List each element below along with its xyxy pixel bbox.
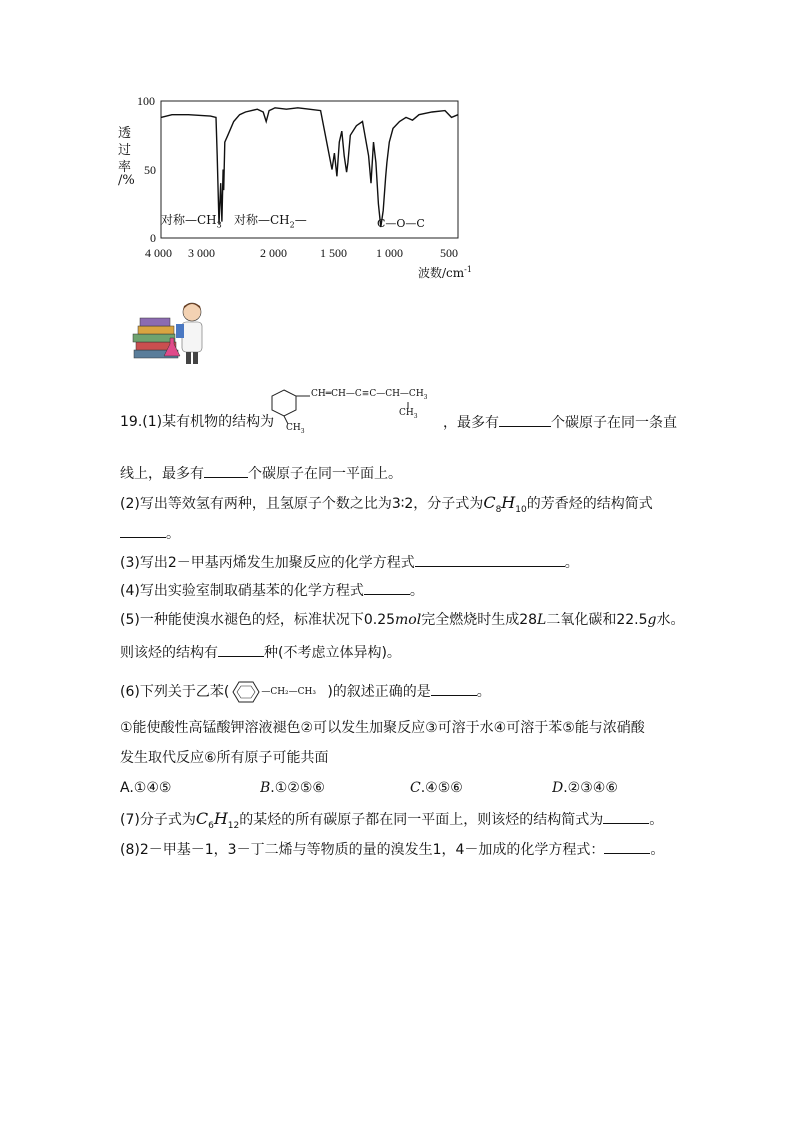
q19-p5-text-a: 一种能使溴水褪色的烃，标准状况下0.25: [139, 612, 396, 628]
q19-struct-main: [311, 389, 428, 401]
q19-p2-formula-c-sub: 8: [495, 504, 502, 515]
q19-p6-structure: [229, 682, 327, 702]
q19-p5b-tail: 种(不考虑立体异构)。: [264, 645, 401, 661]
q19-p5-L: L: [537, 612, 547, 628]
q19-p7-h: H: [213, 809, 228, 828]
xtick-500: 500: [440, 246, 458, 260]
annotation-sym-ch2: [234, 211, 307, 229]
q19-p2-tail: 的芳香烃的结构简式: [526, 496, 653, 512]
q19-p1b-text: 线上，最多有: [120, 466, 204, 482]
option-b-letter: B: [260, 780, 271, 796]
q19-p7-c-sub: 6: [208, 820, 214, 831]
q19-struct-ring-sub: [286, 423, 305, 435]
q19-p5-text-b: 完全燃烧时生成28: [421, 612, 538, 628]
annotation-sym-ch2-tail: —: [294, 213, 307, 227]
q19-p6-end: 。: [476, 684, 491, 700]
q19-p4-text: 写出实验室制取硝基苯的化学方程式: [139, 583, 364, 599]
q19-struct-branch-text: CH: [399, 408, 414, 418]
q19-p7-h-sub: 12: [227, 820, 240, 831]
q19-part8: [120, 839, 664, 860]
xtick-1000: 1 000: [376, 246, 403, 260]
transmittance-line: [161, 108, 458, 230]
xtick-4000: 4 000: [145, 246, 172, 260]
q19-part5-line2: [120, 642, 401, 663]
q19-part4: [120, 580, 424, 601]
q19-p7-end: 。: [649, 812, 664, 828]
ylabel-char-4: /%: [118, 173, 135, 188]
q19-p7-label: (7): [120, 812, 140, 828]
q19-p8-label: (8): [120, 842, 140, 858]
q19-p1-blank-1[interactable]: [499, 412, 551, 427]
q19-part7: [120, 809, 663, 836]
q19-p5-text-c: 二氧化碳和22.5: [546, 612, 648, 628]
q19-part2-line2: [120, 523, 180, 544]
ylabel-char-3: 率: [118, 160, 132, 175]
q19-p5-g: g: [647, 612, 657, 628]
q19-p6-label: (6): [120, 684, 140, 700]
scientist-illustration: [130, 298, 210, 366]
q19-struct-ring-sub-sub: 3: [300, 427, 305, 435]
q19-p1-after: ，最多有: [443, 415, 499, 431]
option-c-letter: C: [410, 780, 421, 796]
option-d-letter: D: [552, 780, 564, 796]
annotation-coc: C—O—C: [377, 217, 425, 230]
option-b[interactable]: [260, 778, 344, 798]
q19-p3-text: 写出2－甲基丙烯发生加聚反应的化学方程式: [139, 555, 415, 571]
q19-p7-text: 分子式为: [139, 812, 196, 828]
option-c[interactable]: [410, 778, 486, 798]
q19-p6-struct-text: —CH₂—CH₃: [261, 687, 316, 697]
q19-p7-blank[interactable]: [603, 809, 649, 824]
q19-part5: [120, 610, 684, 630]
option-d[interactable]: [552, 778, 638, 798]
q19-p5-blank[interactable]: [218, 642, 264, 657]
ytick-50: 50: [144, 163, 156, 177]
q19-p3-label: (3): [120, 555, 140, 571]
q19-struct-main-text: CH═CH—C≡C—CH—CH: [311, 389, 424, 399]
option-c-text: .④⑤⑥: [420, 780, 463, 796]
xlabel-sup: -1: [464, 265, 472, 274]
q19-p1-label: (1): [142, 414, 163, 430]
annotation-sym-ch3-text: 对称—CH: [161, 213, 217, 227]
q19-p2-formula-h-sub: 10: [515, 504, 527, 515]
q19-number: 19.: [120, 414, 143, 430]
q19-p1-blank-2[interactable]: [204, 463, 248, 478]
q19-p5-text-d: 水。: [656, 612, 685, 628]
option-a[interactable]: A.①④⑤: [120, 780, 172, 796]
q19-p7-c: C: [195, 809, 209, 828]
annotation-sym-ch2-sub: 2: [289, 220, 295, 230]
q19-p7-tail: 的某烃的所有碳原子都在同一平面上，则该烃的结构简式为: [239, 812, 604, 828]
q19-p6-blank[interactable]: [431, 681, 477, 696]
q19-p1-tail: 个碳原子在同一条直: [551, 415, 677, 431]
annotation-sym-ch3-sub: 3: [216, 220, 222, 230]
ytick-100: 100: [137, 94, 155, 108]
q19-p4-end: 。: [409, 583, 424, 599]
q19-p2-blank[interactable]: [120, 523, 166, 538]
xlabel-text: 波数/cm: [418, 266, 465, 280]
xlabel: [418, 264, 472, 281]
ylabel-char-1: 透: [118, 126, 132, 141]
q19-p2-end: 。: [166, 526, 180, 542]
option-d-text: .②③④⑥: [563, 780, 618, 796]
q19-p8-text: 2－甲基－1，3－丁二烯与等物质的量的溴发生1，4－加成的化学方程式：: [139, 842, 605, 858]
q19-part2: [120, 493, 653, 520]
q19-p5b-text: 则该烃的结构有: [120, 645, 218, 661]
q19-p6-text: 下列关于乙苯(: [139, 684, 230, 700]
q19-part1-line1-tail: [443, 412, 677, 433]
q19-p1-text: 某有机物的结构为: [162, 414, 275, 430]
q19-p8-end: 。: [650, 842, 665, 858]
q19-part3: [120, 552, 579, 573]
q19-p6-tail: )的叙述正确的是: [327, 684, 431, 700]
q19-p5-label: (5): [120, 612, 140, 628]
q19-part6-line3: 发生取代反应⑥所有原子可能共面: [120, 750, 329, 766]
q19-p1b-tail: 个碳原子在同一平面上。: [248, 466, 402, 482]
xtick-3000: 3 000: [188, 246, 215, 260]
ethylbenzene-ring: [231, 681, 261, 703]
q19-part1-line1: [120, 412, 274, 432]
q19-p2-formula-h: H: [501, 493, 516, 512]
q19-struct-branch-sub: 3: [413, 412, 418, 420]
q19-p4-blank[interactable]: [364, 580, 410, 595]
ytick-0: 0: [150, 231, 156, 245]
q19-p8-blank[interactable]: [604, 839, 650, 854]
ylabel-char-2: 过: [118, 143, 132, 158]
annotation-sym-ch3: [161, 211, 222, 229]
q19-part6-line2: ①能使酸性高锰酸钾溶液褪色②可以发生加聚反应③可溶于水④可溶于苯⑤能与浓硝酸: [120, 720, 645, 736]
q19-part1-line2: [120, 463, 402, 484]
q19-struct-branch: [399, 408, 418, 420]
q19-p3-end: 。: [564, 555, 579, 571]
q19-part6: [120, 681, 491, 702]
q19-p4-label: (4): [120, 583, 140, 599]
q19-struct-ring-sub-text: CH: [286, 423, 301, 433]
ir-spectrum-chart: [110, 92, 490, 282]
q19-p2-text: 写出等效氢有两种，且氢原子个数之比为3∶2，分子式为: [139, 496, 484, 512]
annotation-sym-ch2-text: 对称—CH: [234, 213, 290, 227]
scientist-illustration-svg: [130, 298, 210, 366]
q19-p2-formula-c: C: [483, 493, 496, 512]
q19-struct-main-sub: 3: [423, 393, 428, 401]
q19-p2-label: (2): [120, 496, 140, 512]
option-b-text: .①②⑤⑥: [270, 780, 325, 796]
xtick-2000: 2 000: [260, 246, 287, 260]
benzene-ring: [272, 390, 296, 416]
xtick-1500: 1 500: [320, 246, 347, 260]
q19-p3-blank[interactable]: [415, 552, 565, 567]
q19-p5-mol: mol: [395, 612, 422, 628]
